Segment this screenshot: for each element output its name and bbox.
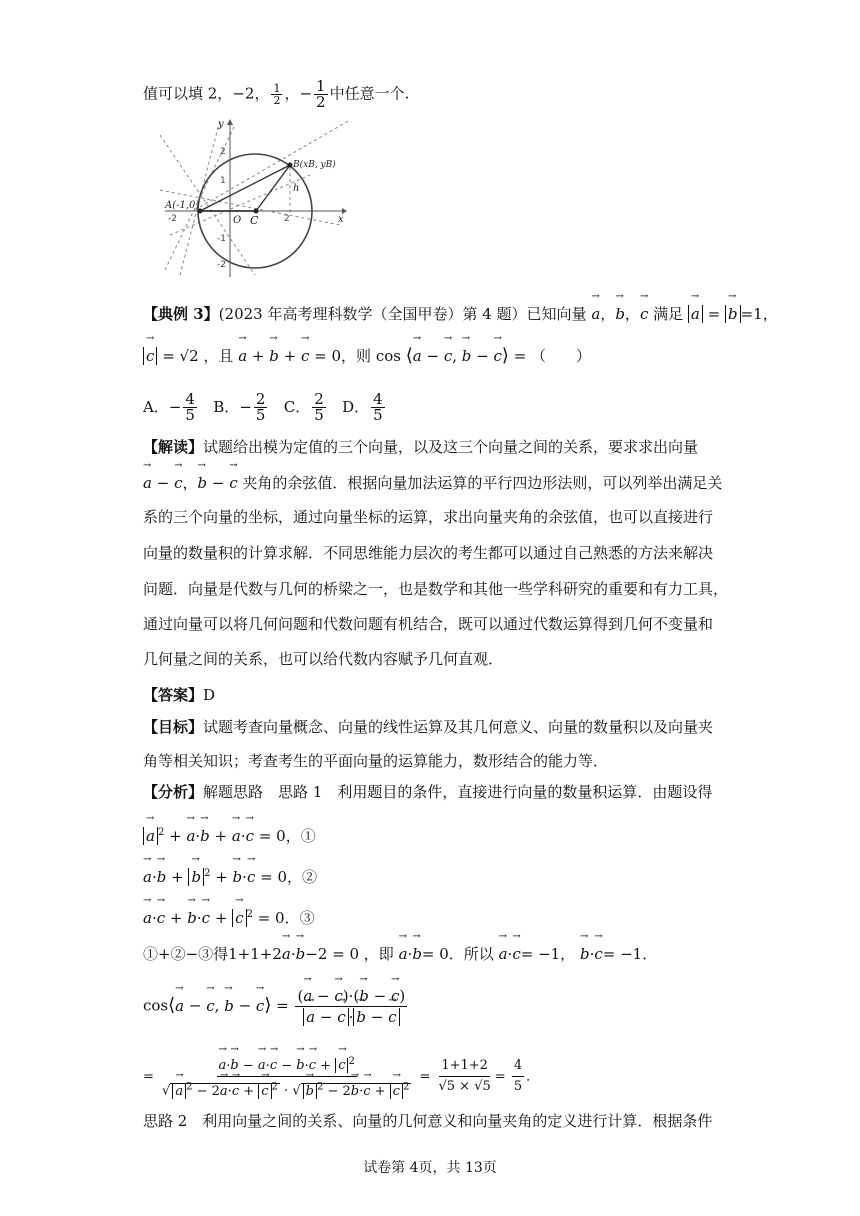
analysis-last-line: 思路 2 利用向量之间的关系、向量的几何意义和向量夹角的定义进行计算．根据条件 bbox=[143, 1112, 713, 1130]
segment-cb bbox=[256, 165, 290, 211]
goal-line-2: 角等相关知识；考查考生的平面向量的运算能力，数形结合的能力等． bbox=[143, 752, 609, 770]
tick-y-n1: -1 bbox=[217, 234, 226, 244]
label-x: x bbox=[338, 214, 344, 225]
reading-line-1: 【解读】试题给出模为定值的三个向量，以及这三个向量之间的关系，要求求出向量 bbox=[143, 438, 699, 456]
fraction-half: $\frac{1}{2}$ bbox=[273, 82, 281, 107]
point-c bbox=[254, 209, 259, 214]
reading-line-2: → a − → c，→ b − → c 夹角的余弦值．根据向量加法运算的平行四边形法则，可以列举出满足关 bbox=[143, 472, 722, 494]
label-c: C bbox=[250, 214, 259, 227]
label-h: h bbox=[293, 183, 300, 194]
analysis-line-1: 【分析】解题思路 思路 1 利用题目的条件，直接进行向量的数量积运算．由题设得 bbox=[143, 783, 713, 801]
fraction-neg-half: $\frac{1}{2}$ bbox=[316, 77, 326, 111]
tick-y-1: 1 bbox=[220, 176, 226, 186]
intro-line: 值可以填 2，−2， $\frac{1}{2}$ ，− $\frac{1}{2}$ 中任意一个. bbox=[143, 77, 410, 111]
cos-formula: cos⟨→ a − → c, → b − → c⟩ = (→ a − → c)·(→ b − → c) → a − → c ·→ b − → c bbox=[143, 986, 409, 1027]
label-a: A(-1,0) bbox=[165, 200, 200, 211]
combine-line: ①+②−③得1+1+2→ a·→ b−2 = 0 ，即 → a·→ b= 0．所以 → a·→ c= −1， → b·→ c= −1． bbox=[143, 943, 657, 965]
tick-x-n2: -2 bbox=[168, 214, 177, 224]
choice-b: B．− $\frac{2}{5}$ bbox=[213, 390, 266, 424]
circle-diagram bbox=[160, 115, 350, 280]
example-line-2: → c = √2 ，且 → a + → b + → c = 0，则 cos ⟨→ a − → c, → b − → c⟩ = （ ） bbox=[143, 345, 591, 367]
equation-2: → a·→ b + → b $^2$ + → b·→ c = 0，② bbox=[143, 863, 317, 888]
choice-d: D． $\frac{4}{5}$ bbox=[342, 390, 383, 424]
equation-3: → a·→ c + → b·→ c + → c $^2$ = 0．③ bbox=[143, 904, 315, 929]
reading-line-6: 通过向量可以将几何问题和代数问题有机结合，既可以通过代数运算得到几何不变量和 bbox=[143, 615, 714, 633]
expanded-formula: = → $\frac{a\cdot\to b - \to a\cdot\to c - \to b\cdot\to c + \to c ^2}{√\to a ^2 - 2\to a\cdot\to c + \to c ^2 \cdot √\to b ^2 - 2\to b\cdot\to c + \to c ^2}$ = $\frac{1+1+2}{√5 \times √5}$ = $\frac{4}{5}$ ． bbox=[143, 1052, 539, 1102]
goal-line-1: 【目标】试题考查向量概念、向量的线性运算及其几何意义、向量的数量积以及向量夹 bbox=[143, 718, 714, 736]
tick-x-2: 2 bbox=[284, 214, 290, 224]
reading-line-3: 系的三个向量的坐标，通过向量坐标的运算，求出向量夹角的余弦值，也可以直接进行 bbox=[143, 508, 714, 526]
example-line-1: 【典例 3】(2023 年高考理科数学（全国甲卷）第 4 题）已知向量 → a，→ b，→ c 满足 → a = → b =1， bbox=[143, 303, 778, 325]
page-footer: 试卷第 4页，共 13页 bbox=[363, 1160, 497, 1176]
point-b bbox=[288, 163, 293, 168]
label-o: O bbox=[233, 215, 242, 226]
tick-y-2: 2 bbox=[220, 147, 226, 157]
reading-line-7: 几何量之间的关系，也可以给代数内容赋予几何直观． bbox=[143, 650, 504, 668]
equation-1: → a $^2$ + → a·→ b + → a·→ c = 0，① bbox=[143, 822, 316, 847]
tick-y-n2: -2 bbox=[217, 260, 226, 270]
choice-c: C． $\frac{2}{5}$ bbox=[283, 390, 324, 424]
label-b: B(xB, yB) bbox=[293, 160, 336, 170]
reading-line-4: 向量的数量积的计算求解．不同思维能力层次的考生都可以通过自己熟悉的方法来解决 bbox=[143, 544, 714, 562]
reading-line-5: 问题．向量是代数与几何的桥梁之一，也是数学和其他一些学科研究的重要和有力工具， bbox=[143, 580, 729, 598]
label-y: y bbox=[218, 119, 224, 130]
answer-line: 【答案】D bbox=[143, 686, 216, 704]
choices bbox=[143, 392, 387, 423]
choice-a: A．− $\frac{4}{5}$ bbox=[143, 390, 195, 424]
